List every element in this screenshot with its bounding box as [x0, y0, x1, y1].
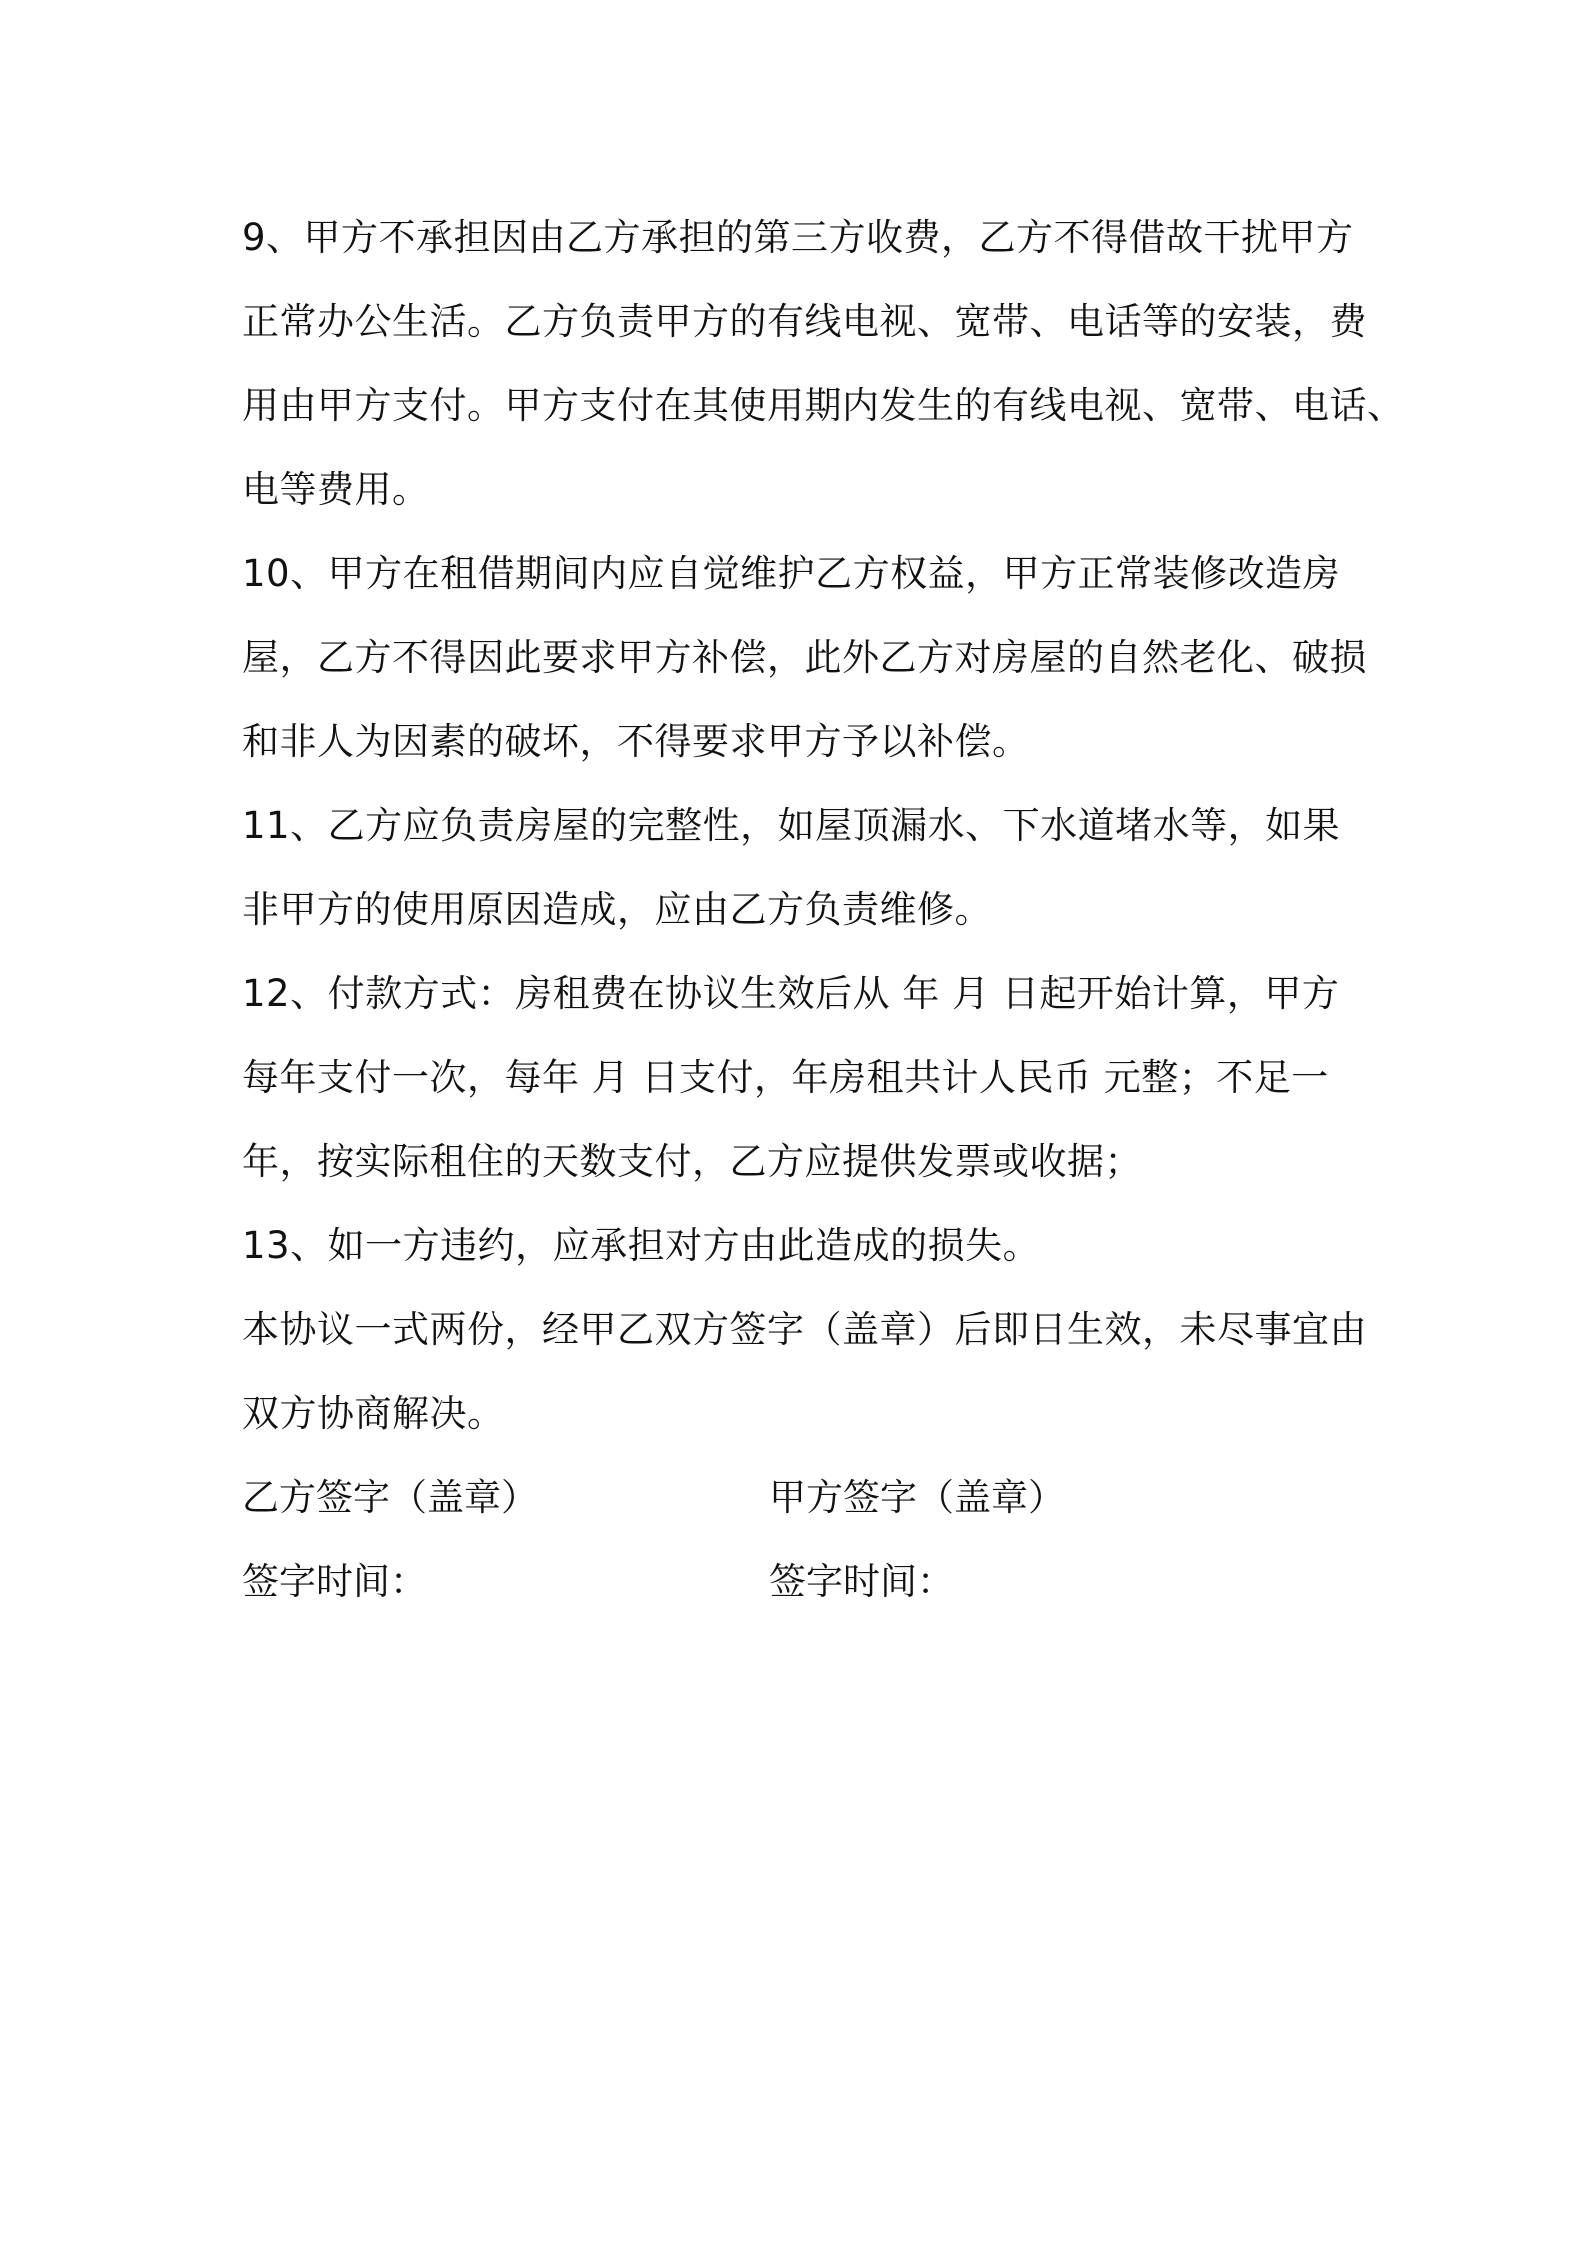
text-line: 屋，乙方不得因此要求甲方补偿，此外乙方对房屋的自然老化、破损 — [242, 636, 1367, 679]
text-line: 9、甲方不承担因由乙方承担的第三方收费，乙方不得借故干扰甲方 — [242, 216, 1354, 259]
clause-12 — [242, 952, 1354, 1204]
clause-9 — [242, 196, 1405, 532]
party-a-date-label: 签字时间： — [769, 1560, 954, 1603]
text-line: 电等费用。 — [242, 468, 430, 511]
closing-paragraph — [242, 1288, 1367, 1456]
text-line: 10、甲方在租借期间内应自觉维护乙方权益，甲方正常装修改造房 — [242, 552, 1341, 595]
party-a-signature-label: 甲方签字（盖章） — [769, 1476, 1065, 1519]
text-line: 用由甲方支付。甲方支付在其使用期内发生的有线电视、宽带、电话、 — [242, 384, 1405, 427]
text-line: 13、如一方违约，应承担对方由此造成的损失。 — [242, 1224, 1041, 1267]
text-line: 本协议一式两份，经甲乙双方签字（盖章）后即日生效，未尽事宜由 — [242, 1308, 1367, 1351]
party-b-date-label: 签字时间： — [242, 1560, 427, 1603]
text-line: 年，按实际租住的天数支付，乙方应提供发票或收据； — [242, 1140, 1142, 1183]
text-line: 非甲方的使用原因造成，应由乙方负责维修。 — [242, 888, 992, 931]
party-b-signature-label: 乙方签字（盖章） — [242, 1476, 538, 1519]
clause-13 — [242, 1204, 1354, 1288]
text-line: 正常办公生活。乙方负责甲方的有线电视、宽带、电话等的安装，费 — [242, 300, 1367, 343]
text-line: 和非人为因素的破坏，不得要求甲方予以补偿。 — [242, 720, 1030, 763]
signature-row — [242, 1456, 1354, 1540]
text-line: 每年支付一次，每年 月 日支付，年房租共计人民币 元整；不足一 — [242, 1056, 1329, 1099]
clause-10 — [242, 532, 1367, 784]
text-line: 12、付款方式：房租费在协议生效后从 年 月 日起开始计算，甲方 — [242, 972, 1340, 1015]
clause-11 — [242, 784, 1354, 952]
text-line: 双方协商解决。 — [242, 1392, 505, 1435]
document-body — [242, 196, 1405, 1624]
signature-date-row — [242, 1540, 1354, 1624]
text-line: 11、乙方应负责房屋的完整性，如屋顶漏水、下水道堵水等，如果 — [242, 804, 1341, 847]
